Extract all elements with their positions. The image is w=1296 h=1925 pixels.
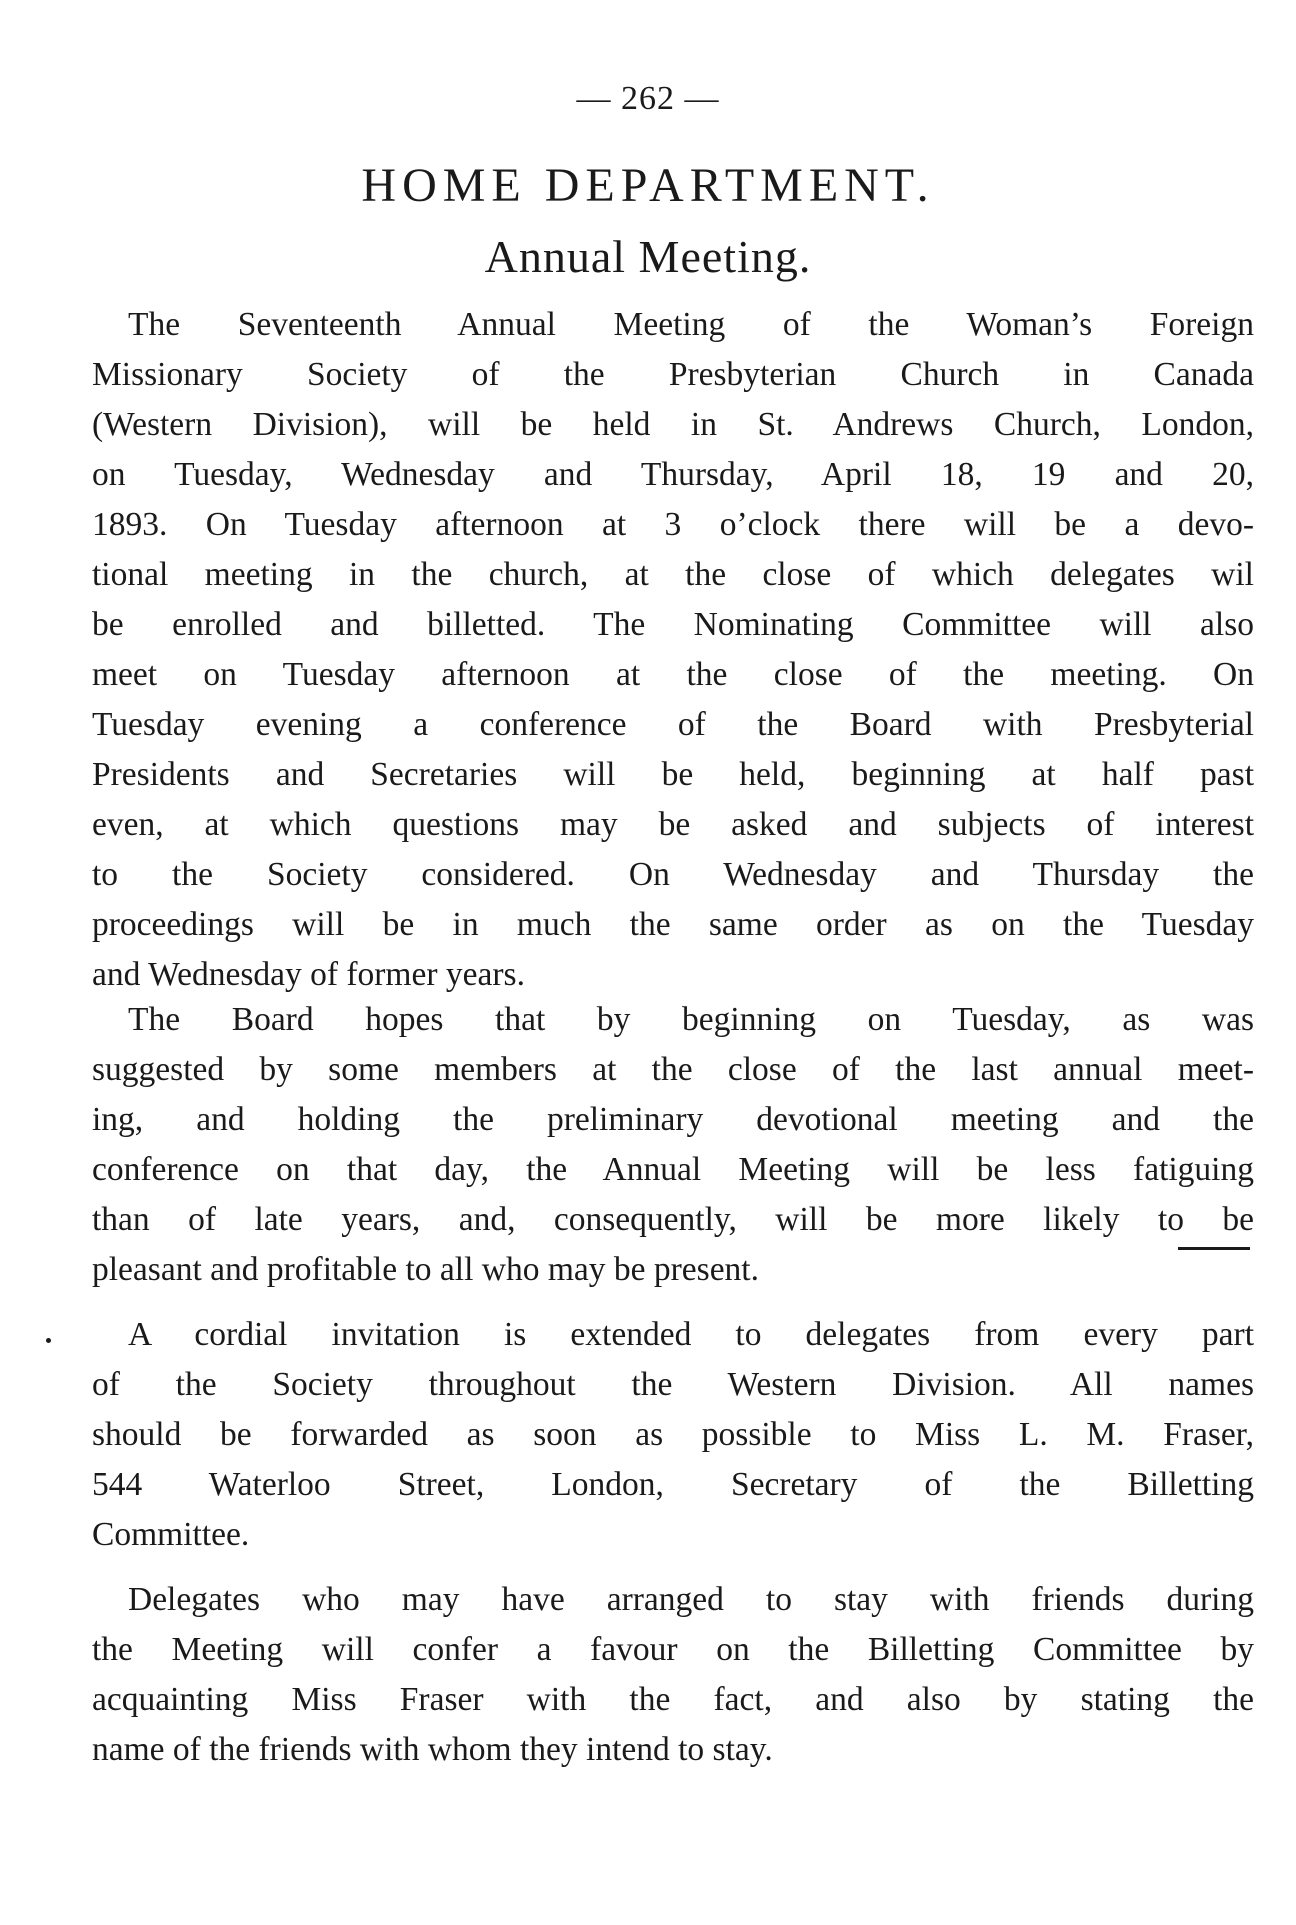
underline-mark — [1178, 1247, 1250, 1250]
paragraph-line: and Wednesday of former years. — [92, 956, 525, 993]
paragraph-line: Missionary Society of the Presbyterian Church in Canada — [92, 356, 1254, 393]
paragraph-line: proceedings will be in much the same order as on the Tuesday — [92, 906, 1254, 943]
paragraph-line: 1893. On Tuesday afternoon at 3 o’clock there will be a devo- — [92, 506, 1254, 543]
paragraph-line: Committee. — [92, 1516, 250, 1553]
paragraph-line: suggested by some members at the close of the last annual meet- — [92, 1051, 1254, 1088]
paragraph-line: Tuesday evening a conference of the Board with Presbyterial — [92, 706, 1254, 743]
paragraph-line: acquainting Miss Fraser with the fact, and also by stating the — [92, 1681, 1254, 1718]
paragraph-line: meet on Tuesday afternoon at the close of the meeting. On — [92, 656, 1254, 693]
paragraph-line: tional meeting in the church, at the close of which delegates wil — [92, 556, 1254, 593]
paragraph-line: (Western Division), will be held in St. Andrews Church, London, — [92, 406, 1254, 443]
paragraph-line: than of late years, and, consequently, will be more likely to be — [92, 1201, 1254, 1238]
margin-dot — [46, 1338, 51, 1343]
department-title: HOME DEPARTMENT. — [361, 159, 935, 212]
paragraph-line: the Meeting will confer a favour on the Billetting Committee by — [92, 1631, 1254, 1668]
paragraph-line: Delegates who may have arranged to stay with friends during — [128, 1581, 1254, 1618]
paragraph-1 — [92, 300, 1254, 1000]
paragraph-line: ing, and holding the preliminary devotional meeting and the — [92, 1101, 1254, 1138]
paragraph-line: name of the friends with whom they intend to stay. — [92, 1731, 773, 1768]
paragraph-line: A cordial invitation is extended to delegates from every part — [128, 1316, 1254, 1353]
paragraph-4 — [92, 1575, 1254, 1775]
paragraph-line: of the Society throughout the Western Division. All names — [92, 1366, 1254, 1403]
paragraph-line: pleasant and profitable to all who may be present. — [92, 1251, 759, 1288]
paragraph-2 — [92, 995, 1254, 1295]
paragraph-line: even, at which questions may be asked and subjects of interest — [92, 806, 1254, 843]
section-title: Annual Meeting. — [484, 231, 812, 282]
paragraph-line: to the Society considered. On Wednesday and Thursday the — [92, 856, 1254, 893]
paragraph-3 — [92, 1310, 1254, 1560]
paragraph-line: The Seventeenth Annual Meeting of the Woman’s Foreign — [128, 306, 1254, 343]
page-number: — 262 — — [576, 80, 720, 117]
paragraph-line: on Tuesday, Wednesday and Thursday, April 18, 19 and 20, — [92, 456, 1254, 493]
paragraph-line: The Board hopes that by beginning on Tuesday, as was — [128, 1001, 1254, 1038]
paragraph-line: 544 Waterloo Street, London, Secretary of the Billetting — [92, 1466, 1254, 1503]
paragraph-line: should be forwarded as soon as possible to Miss L. M. Fraser, — [92, 1416, 1254, 1453]
paragraph-line: conference on that day, the Annual Meeting will be less fatiguing — [92, 1151, 1254, 1188]
paragraph-line: be enrolled and billetted. The Nominating Committee will also — [92, 606, 1254, 643]
paragraph-line: Presidents and Secretaries will be held, beginning at half past — [92, 756, 1254, 793]
